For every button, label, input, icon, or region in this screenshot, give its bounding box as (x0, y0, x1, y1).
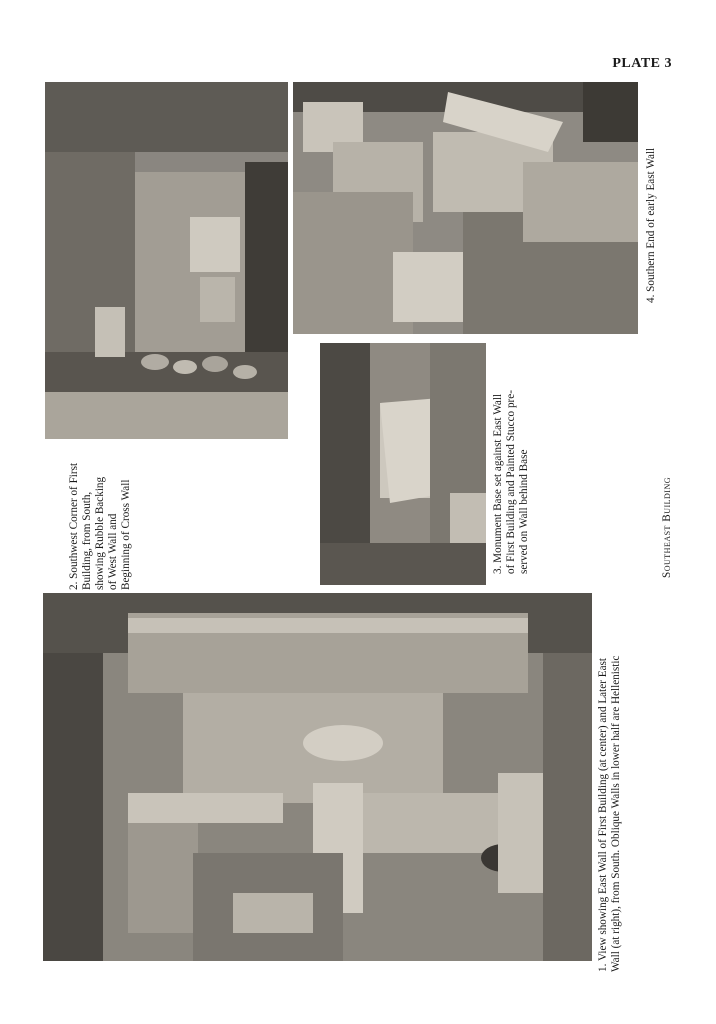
caption-figure-2-line-5: Beginning of Cross Wall (120, 479, 132, 590)
caption-figure-4-line-1: 4. Southern End of early East Wall (645, 147, 657, 303)
caption-figure-3-line-1: 3. Monument Base set against East Wall (492, 393, 504, 574)
caption-figure-2-line-3: showing Rubble Backing (94, 476, 106, 590)
running-head-label: Southeast Building (661, 476, 673, 578)
photo-4-southern-end-east-wall (293, 82, 638, 334)
plate-number: PLATE 3 (612, 56, 672, 71)
caption-figure-1-line-1: 1. View showing East Wall of First Building (at center) and Later East (597, 658, 609, 972)
caption-figure-2 (68, 463, 133, 590)
photo-2-image (45, 82, 288, 439)
caption-figure-2-line-2: Building, from South, (81, 491, 93, 590)
photo-1-image (43, 593, 592, 961)
caption-figure-1 (597, 656, 623, 972)
caption-figure-3-line-3: served on Wall behind Base (518, 449, 530, 574)
caption-figure-4 (645, 148, 658, 303)
caption-figure-3 (492, 390, 531, 574)
caption-figure-1-line-2: Wall (at right), from South. Oblique Walls in lower half are Hellenistic (610, 655, 622, 972)
running-head (661, 477, 674, 578)
photo-4-image (293, 82, 638, 334)
photo-1-east-wall-view (43, 593, 592, 961)
photo-3-image (320, 343, 486, 585)
caption-figure-2-line-1: 2. Southwest Corner of First (68, 462, 80, 590)
caption-figure-3-line-2: of First Building and Painted Stucco pre- (505, 390, 517, 574)
caption-figure-2-line-4: of West Wall and (107, 513, 119, 590)
photo-2-southwest-corner (45, 82, 288, 439)
photo-3-monument-base (320, 343, 486, 585)
